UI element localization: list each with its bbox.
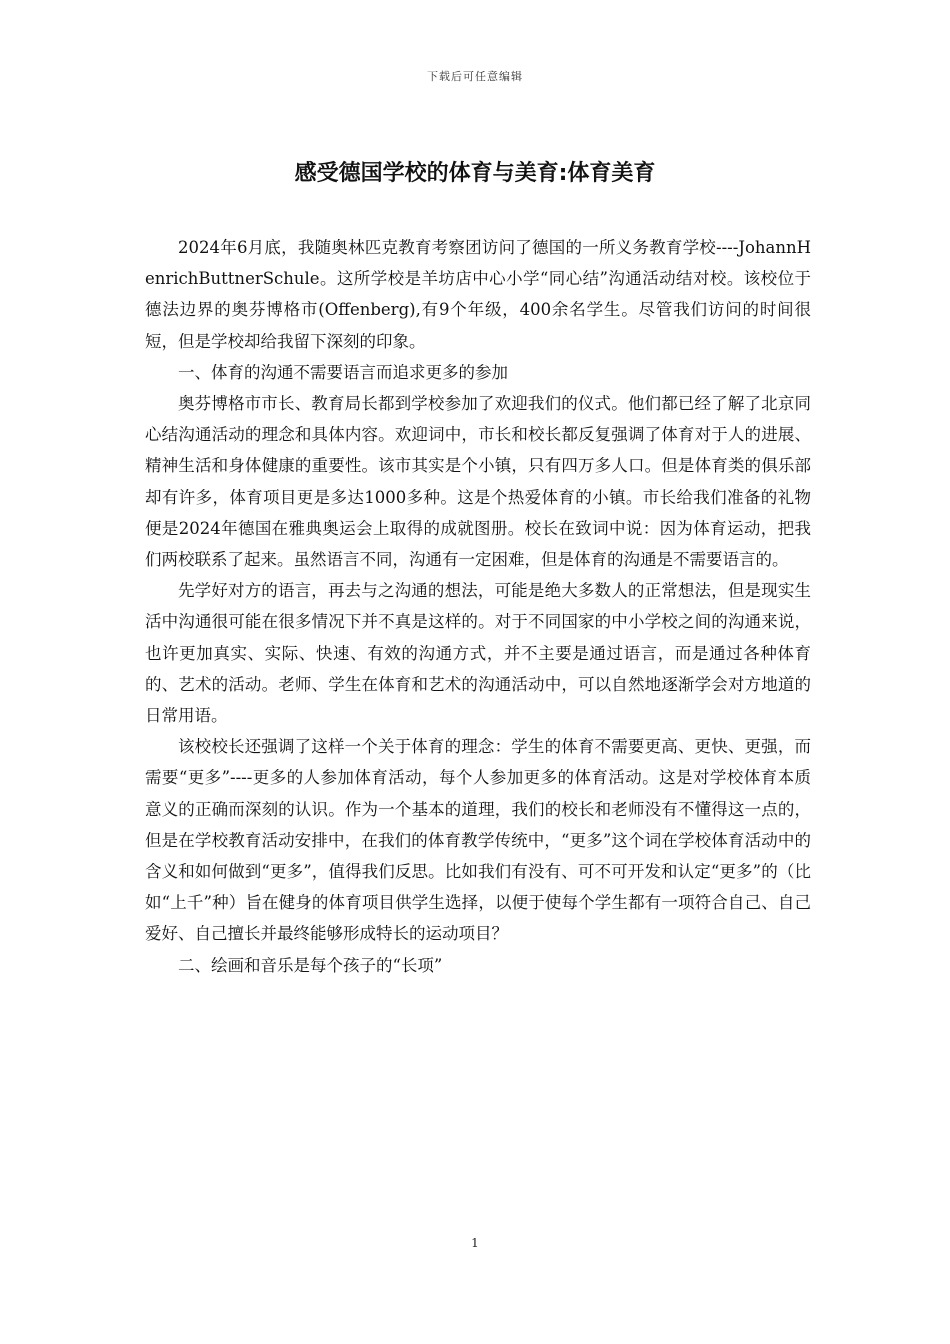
paragraph-more: 该校校长还强调了这样一个关于体育的理念：学生的体育不需要更高、更快、更强，而需要“更多”----更多的人参加体育活动，每个人参加更多的体育活动。这是对学校体育本质意义的正确而深刻的认识。作为一个基本的道理，我们的校长和老师没有不懂得这一点的，但是在学校教育活动安排中，在我们的体育教学传统中，“更多”这个词在学校体育活动中的含义和如何做到“更多”，值得我们反思。比如我们有没有、可不可开发和认定“更多”的（比如“上千”种）旨在健身的体育项目供学生选择，以便于使每个学生都有一项符合自己、自己爱好、自己擅长并最终能够形成特长的运动项目？ — [145, 737, 811, 944]
page-header-note: 下载后可任意编辑 — [427, 70, 523, 83]
paragraph-language: 先学好对方的语言，再去与之沟通的想法，可能是绝大多数人的正常想法，但是现实生活中沟通很可能在很多情况下并不真是这样的。对于不同国家的中小学校之间的沟通来说，也许更加真实、实际、快速、有效的沟通方式，并不主要是通过语言，而是通过各种体育的、艺术的活动。老师、学生在体育和艺术的沟通活动中，可以自然地逐渐学会对方地道的日常用语。 — [145, 581, 811, 726]
document-title: 感受德国学校的体育与美育:体育美育 — [294, 161, 656, 186]
page-number: 1 — [471, 1236, 479, 1250]
paragraph-welcome: 奥芬博格市市长、教育局长都到学校参加了欢迎我们的仪式。他们都已经了解了北京同心结沟通活动的理念和具体内容。欢迎词中，市长和校长都反复强调了体育对于人的进展、精神生活和身体健康的重要性。该市其实是个小镇，只有四万多人口。但是体育类的俱乐部却有许多，体育项目更是多达1000多种。这是个热爱体育的小镇。市长给我们准备的礼物便是2024年德国在雅典奥运会上取得的成就图册。校长在致词中说：因为体育运动，把我们两校联系了起来。虽然语言不同，沟通有一定困难，但是体育的沟通是不需要语言的。 — [145, 394, 811, 570]
paragraph-intro: 2024年6月底，我随奥林匹克教育考察团访问了德国的一所义务教育学校----JohannHenrichButtnerSchule。这所学校是羊坊店中心小学“同心结”沟通活动结对校。该校位于德法边界的奥芬博格市(Offenberg),有9个年级，400余名学生。尽管我们访问的时间很短，但是学校却给我留下深刻的印象。 — [145, 238, 811, 351]
section-heading-2: 二、绘画和音乐是每个孩子的“长项” — [178, 955, 443, 975]
document-body — [145, 232, 811, 981]
section-heading-1: 一、体育的沟通不需要语言而追求更多的参加 — [178, 362, 508, 382]
